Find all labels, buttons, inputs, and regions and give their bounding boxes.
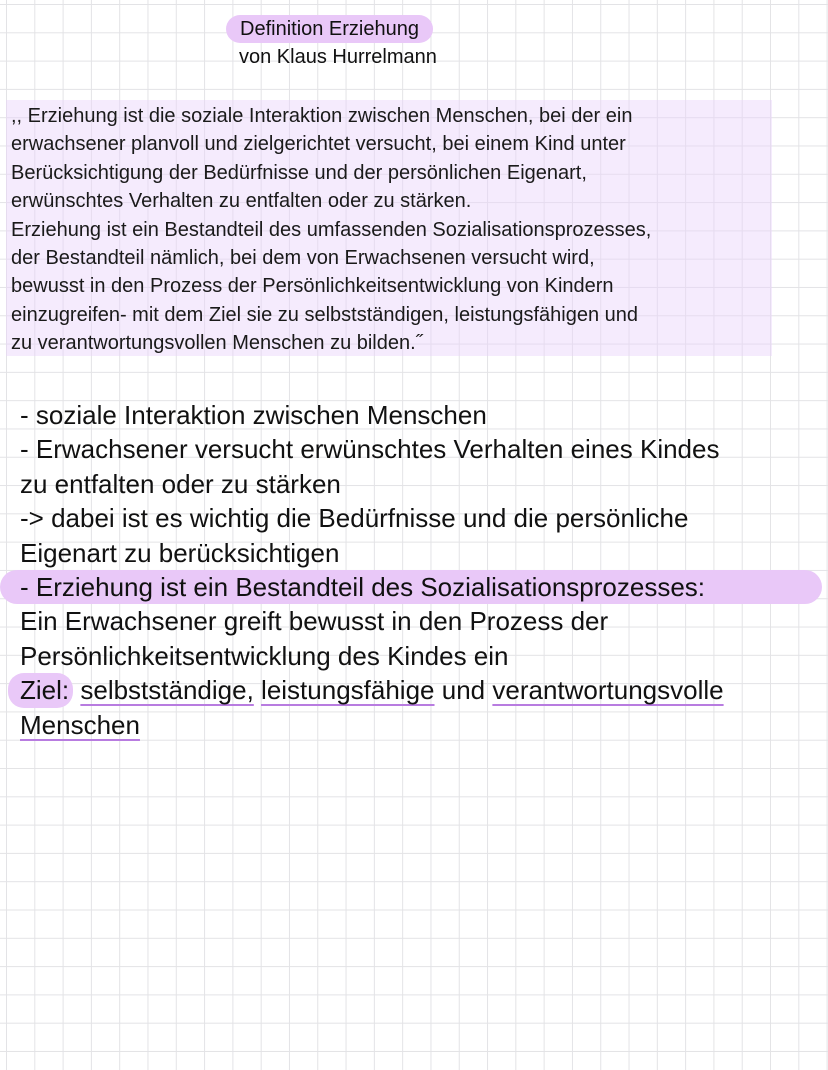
quote-line: der Bestandteil nämlich, bei dem von Erwachsenen versucht wird, bbox=[11, 247, 595, 270]
goal-label: Ziel: bbox=[8, 673, 73, 707]
quote-line: bewusst in den Prozess der Persönlichkeitsentwicklung von Kindern bbox=[11, 275, 614, 298]
note-line-interaction: - soziale Interaktion zwischen Menschen bbox=[20, 400, 487, 430]
note-line-socialisation bbox=[20, 570, 820, 604]
note-line-goal bbox=[20, 673, 820, 707]
note-line-personality: Persönlichkeitsentwicklung des Kindes ein bbox=[20, 640, 509, 671]
quote-line: einzugreifen- mit dem Ziel sie zu selbstständigen, leistungsfähigen und bbox=[11, 303, 639, 326]
quote-line: erwünschtes Verhalten zu entfalten oder zu stärken. bbox=[11, 190, 472, 213]
note-line-needs: -> dabei ist es wichtig die Bedürfnisse und die persönliche bbox=[20, 503, 689, 534]
note-line-develop: zu entfalten oder zu stärken bbox=[20, 468, 341, 499]
quote-line: erwachsener planvoll und zielgerichtet versucht, bei einem Kind unter bbox=[11, 133, 626, 156]
goal-capable: leistungsfähige bbox=[261, 675, 435, 706]
note-line-adult-tries: - Erwachsener versucht erwünschtes Verhalten eines Kindes bbox=[20, 434, 720, 465]
quote-line: Erziehung ist ein Bestandteil des umfassenden Sozialisationsprozesses, bbox=[11, 218, 652, 241]
note-line-intervene: Ein Erwachsener greift bewusst in den Prozess der bbox=[20, 606, 609, 637]
quote-line: zu verantwortungsvollen Menschen zu bilden.˝ bbox=[11, 332, 423, 355]
goal-people: Menschen bbox=[20, 709, 140, 740]
goal-independent: selbstständige, bbox=[80, 675, 254, 706]
definition-quote bbox=[11, 102, 791, 358]
page-subtitle: von Klaus Hurrelmann bbox=[239, 46, 437, 68]
socialisation-text: - Erziehung ist ein Bestandteil des Sozialisationsprozesses: bbox=[20, 572, 706, 603]
quote-line: Berücksichtigung der Bedürfnisse und der persönlichen Eigenart, bbox=[11, 161, 587, 184]
goal-responsible: verantwortungsvolle bbox=[492, 675, 724, 706]
goal-conjunction: und bbox=[441, 675, 486, 706]
page-title: Definition Erziehung bbox=[226, 15, 433, 43]
note-line-character: Eigenart zu berücksichtigen bbox=[20, 537, 340, 568]
quote-line: ,, Erziehung ist die soziale Interaktion zwischen Menschen, bei der ein bbox=[11, 105, 633, 127]
title-block bbox=[226, 15, 486, 71]
note-line-people bbox=[20, 708, 820, 742]
summary-notes bbox=[20, 398, 820, 742]
